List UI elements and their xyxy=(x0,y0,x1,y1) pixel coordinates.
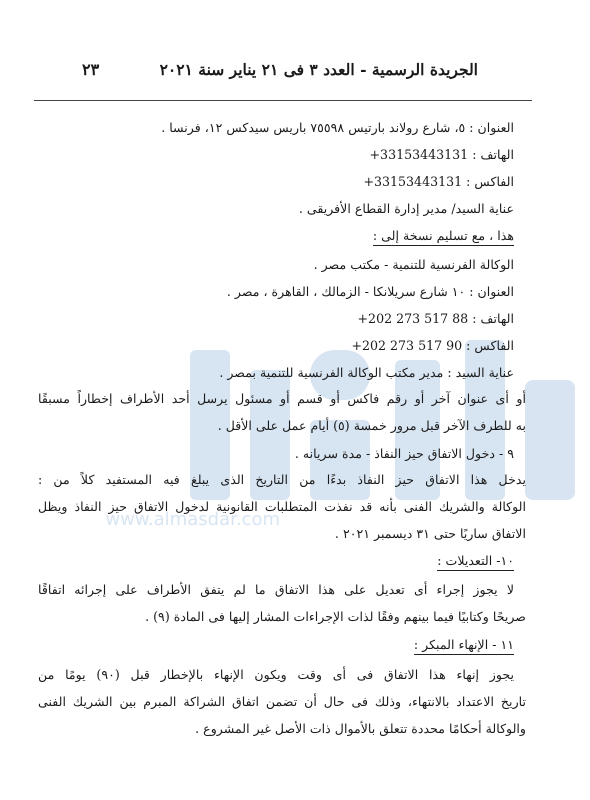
article-11-line-1: يجوز إنهاء هذا الاتفاق فى أى وقت ويكون الإنهاء بالإخطار قبل (٩٠) يومًا من xyxy=(38,667,514,682)
afd-phone-label: الهاتف : xyxy=(472,311,514,326)
article-11-line-3: والوكالة أحكامًا محددة تتعلق بالأموال ذات الأصل غير المشروع . xyxy=(195,721,526,736)
article-9-heading: ٩ - دخول الاتفاق حيز النفاذ - مدة سريانه . xyxy=(294,446,514,461)
phone-value: +33153443131 xyxy=(369,147,469,162)
afd-fax-label: الفاكس : xyxy=(466,338,514,353)
copy-to-heading-text: هذا ، مع تسليم نسخة إلى : xyxy=(373,228,514,246)
afd-fax-line xyxy=(351,338,514,353)
page-header-title: الجريدة الرسمية - العدد ٣ فى ٢١ يناير سنة ٢٠٢١ xyxy=(159,60,478,79)
notice-paragraph-line-2: به للطرف الآخر قبل مرور خمسة (٥) أيام عمل على الأقل . xyxy=(217,418,526,433)
afd-phone-value: +202 273 517 88 xyxy=(357,311,469,326)
watermark-url: www.almasdar.com xyxy=(105,509,280,530)
notice-paragraph-line-1: أو أى عنوان آخر أو رقم فاكس أو قسم أو مسئول يرسل أحد الأطراف إخطاراً مسبقًا xyxy=(38,391,526,406)
article-9-line-2: الوكالة والشريك الفنى بأنه قد نفذت المتطلبات القانونية لدخول الاتفاق حيز النفاذ ويظل xyxy=(38,499,526,514)
article-10-line-1: لا يجوز إجراء أى تعديل على هذا الاتفاق ما لم يتفق الأطراف على إجرائه اتفاقًا xyxy=(38,582,514,597)
article-9-line-3: الاتفاق ساريًا حتى ٣١ ديسمبر ٢٠٢١ . xyxy=(334,526,526,541)
article-9-line-1: يدخل هذا الاتفاق حيز النفاذ بدءًا من التاريخ الذى يبلغ فيه المستفيد كلاً من : xyxy=(38,472,526,487)
fax-value: +33153443131 xyxy=(363,174,463,189)
afd-fax-value: +202 273 517 90 xyxy=(351,338,463,353)
fax-line xyxy=(363,174,514,189)
page-number: ٢٣ xyxy=(82,60,100,79)
phone-line xyxy=(370,147,515,162)
address-line: العنوان : ٥، شارع رولاند بارتيس ٧٥٥٩٨ باريس سيدكس ١٢، فرنسا . xyxy=(161,120,514,135)
phone-label: الهاتف : xyxy=(472,147,514,162)
afd-phone-line xyxy=(358,311,515,326)
article-11-heading: ١١ - الإنهاء المبكر : xyxy=(414,637,514,652)
afd-office-line: الوكالة الفرنسية للتنمية - مكتب مصر . xyxy=(313,257,514,272)
article-11-line-2: تاريخ الاعتداد بالانتهاء، وذلك فى حال أن تضمن اتفاق الشراكة المبرم بين الشريك الفنى xyxy=(38,694,526,709)
afd-attention-line: عناية السيد : مدير مكتب الوكالة الفرنسية للتنمية بمصر . xyxy=(219,365,514,380)
afd-address-line: العنوان : ١٠ شارع سريلانكا - الزمالك ، القاهرة ، مصر . xyxy=(226,284,514,299)
header-divider xyxy=(34,100,532,101)
article-10-line-2: صريحًا وكتابيًا فيما بينهم وفقًا لذات الإجراءات المشار إليها فى المادة (٩) . xyxy=(145,609,526,624)
article-10-heading: ١٠- التعديلات : xyxy=(437,553,514,568)
fax-label: الفاكس : xyxy=(466,174,514,189)
attention-line: عناية السيد/ مدير إدارة القطاع الأفريقى . xyxy=(298,201,514,216)
copy-to-heading xyxy=(373,228,514,243)
